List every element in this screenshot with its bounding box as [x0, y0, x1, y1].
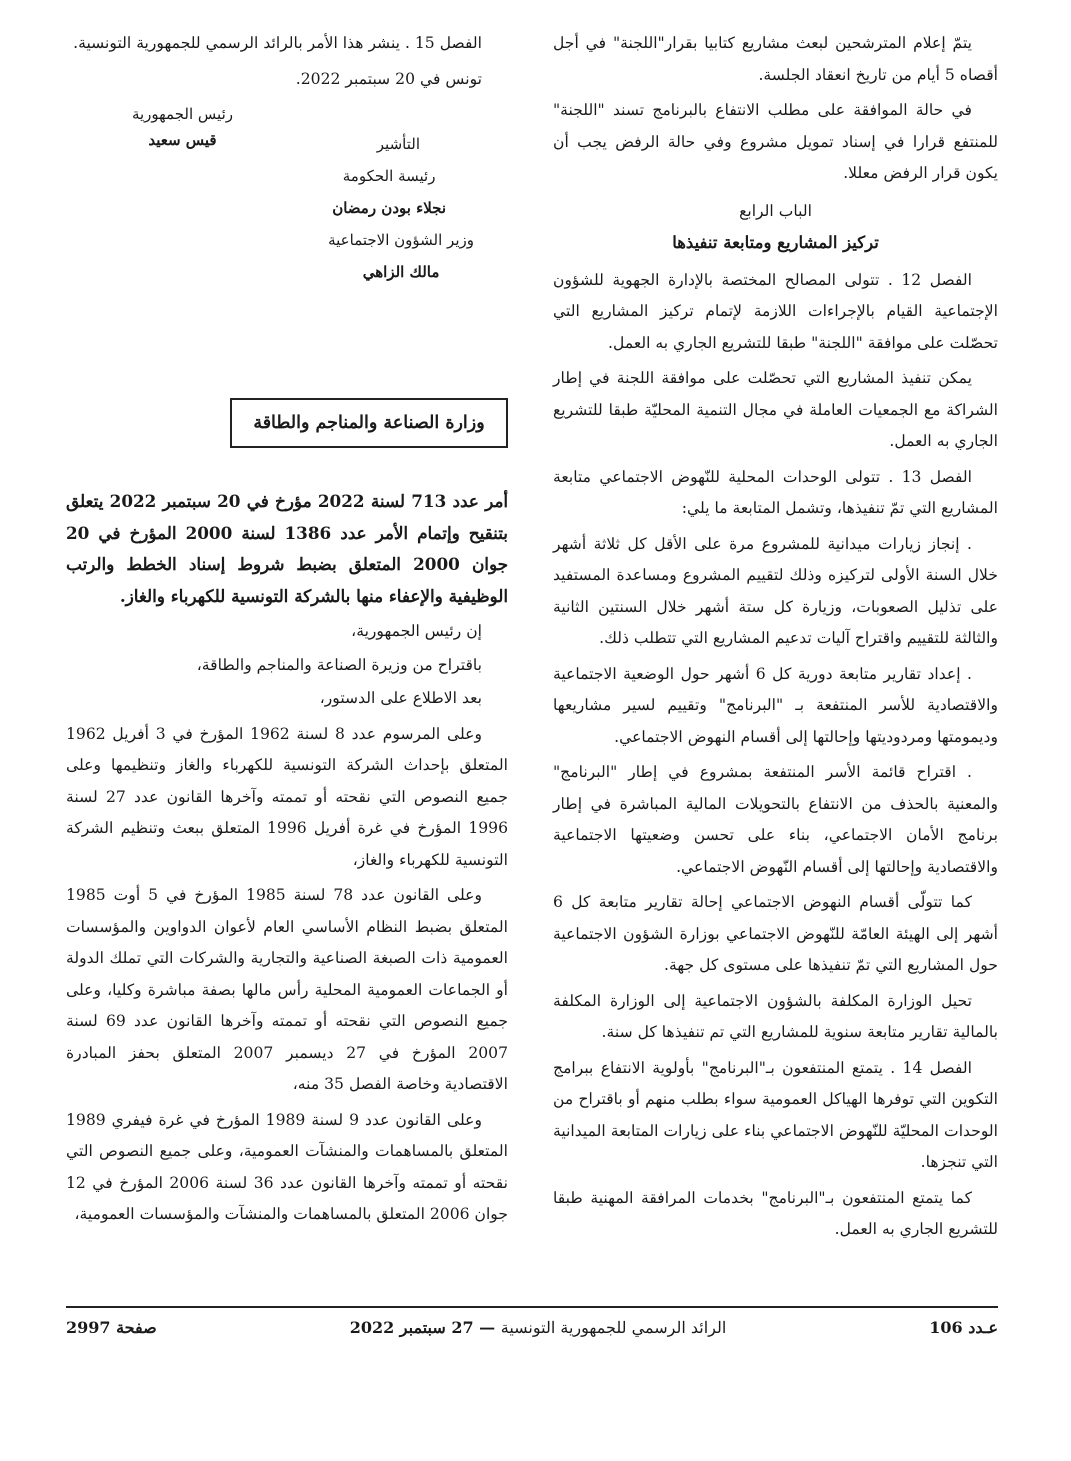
recital-law-1985: وعلى القانون عدد 78 لسنة 1985 المؤرخ في 5 أوت 1985 المتعلق بضبط النظام الأساسي العام لأعوان الدواوين والمؤسسات العمومية ذات الصبغة الصناعية والتجارية والشركات التي تملك الدولة أو الجماعات العمومية المحلية رأس مالها بصفة مباشرة وكليا، وعلى جميع النصوص التي نقحته أو تممته وآخرها القانون عدد 69 لسنة 2007 المؤرخ في 27 ديسمبر 2007 المتعلق بحفز المبادرة الاقتصادية وخاصة الفصل 35 منه،: [66, 886, 508, 1093]
issue-number: عـدد 106: [929, 1318, 998, 1337]
right-column: [553, 28, 998, 1250]
social-minister-title: وزير الشؤون الاجتماعية: [328, 231, 474, 249]
pm-signature: [332, 161, 446, 223]
chapter-title: تركيز المشاريع ومتابعة تنفيذها: [672, 233, 879, 252]
decree-title: أمر عدد 713 لسنة 2022 مؤرخ في 20 سبتمبر 2022 يتعلق بتنقيح وإتمام الأمر عدد 1386 لسنة 2000 المؤرخ في 20 جوان 2000 المتعلق بضبط شروط إسناد الخطط والرتب الوظيفية والإعفاء منها بالشركة التونسية للكهرباء والغاز.: [66, 491, 508, 606]
footer-gazette-title: [338, 1318, 738, 1337]
ministry-header: وزارة الصناعة والمناجم والطاقة: [253, 413, 485, 433]
bullet-removal-proposal: . اقتراح قائمة الأسر المنتفعة بمشروع في إطار "البرنامج" والمعنية بالحذف من الانتفاع بالتحويلات المالية المباشرة في إطار برنامج الأمان الاجتماعي، بناء على تحسن وضعيتها الاجتماعية والاقتصادية وإحالتها إلى أقسام النّهوض الاجتماعي.: [553, 763, 998, 876]
paragraph-reports-referral: كما تتولّى أقسام النهوض الاجتماعي إحالة تقارير متابعة كل 6 أشهر إلى الهيئة العامّة للنّهوض الاجتماعي بوزارة الشؤون الاجتماعية حول المشاريع التي تمّ تنفيذها على مستوى كل جهة.: [553, 893, 998, 974]
social-minister-signature: [328, 225, 474, 287]
preamble-constitution: بعد الاطلاع على الدستور،: [319, 689, 482, 707]
page-number: صفحة 2997: [66, 1318, 157, 1337]
pm-title: رئيسة الحكومة: [342, 167, 436, 185]
president-signature: [132, 99, 233, 155]
preamble-president: إن رئيس الجمهورية،: [351, 622, 482, 640]
bullet-periodic-reports: . إعداد تقارير متابعة دورية كل 6 أشهر حول الوضعية الاجتماعية والاقتصادية للأسر المنتفعة بـ "البرنامج" وتقييم لسير مشاريعها وديمومتها ومردوديتها وإحالتها إلى أقسام النهوض الاجتماعي.: [553, 664, 998, 746]
social-minister-name: مالك الزاهي: [362, 263, 440, 281]
paragraph-candidates-notice: يتمّ إعلام المترشحين لبعث مشاريع كتابيا بقرار"اللجنة" في أجل أقصاه 5 أيام من تاريخ انعقاد الجلسة.: [553, 34, 998, 84]
article-12-paragraph-2: يمكن تنفيذ المشاريع التي تحصّلت على موافقة اللجنة في إطار الشراكة مع الجمعيات العاملة في مجال التنمية المحليّة طبقا للتشريع الجاري به العمل.: [553, 369, 998, 450]
countersign-label: التأشير: [376, 135, 420, 153]
bullet-field-visits: . إنجاز زيارات ميدانية للمشروع مرة على الأقل كل ثلاثة أشهر خلال السنة الأولى لتركيزه وذلك لتقييم المشروع ومساعدة المستفيد على تذليل الصعوبات، وزيارة كل ستة أشهر خلال السنتين الثانية والثالثة للتقييم واقتراح آليات تدعيم المشاريع التي تتطلب ذلك.: [553, 534, 998, 647]
decree-section: [66, 486, 508, 1235]
recital-decree-1962: وعلى المرسوم عدد 8 لسنة 1962 المؤرخ في 3 أفريل 1962 المتعلق بإحداث الشركة التونسية للكهرباء والغاز وتنظيمها وعلى جميع النصوص التي نقحته أو تممته وآخرها القانون عدد 27 لسنة 1996 المؤرخ في غرة أفريل 1996 المتعلق ببعث وتنظيم الشركة التونسية للكهرباء والغاز،: [66, 724, 508, 869]
ministry-header-box: [230, 398, 508, 448]
chapter-heading: الباب الرابع: [739, 201, 812, 220]
paragraph-approval: في حالة الموافقة على مطلب الانتفاع بالبرنامج تسند "اللجنة" للمنتفع قرارا في إسناد تمويل مشروع وفي حالة الرفض يجب أن يكون قرار الرفض معللا.: [553, 101, 998, 182]
article-14: الفصل 14 . يتمتع المنتفعون بـ"البرنامج" بأولوية الانتفاع ببرامج التكوين التي توفرها الهياكل العمومية سواء بطلب منهم أو باقتراح من الوحدات المحليّة للنّهوض الاجتماعي بناء على زيارات المتابعة الميدانية التي تنجزها.: [553, 1058, 998, 1171]
pm-name: نجلاء بودن رمضان: [332, 199, 446, 217]
gazette-date: 27 سبتمبر 2022: [349, 1318, 474, 1337]
article-13: الفصل 13 . تتولى الوحدات المحلية للنّهوض الاجتماعي متابعة المشاريع التي تمّ تنفيذها، وتشمل المتابعة ما يلي:: [553, 467, 998, 517]
recital-law-1989: وعلى القانون عدد 9 لسنة 1989 المؤرخ في غرة فيفري 1989 المتعلق بالمساهمات والمنشآت العمومية، وعلى جميع النصوص التي نقحته أو تممته وآخرها القانون عدد 36 لسنة 2006 المؤرخ في 12 جوان 2006 المتعلق بالمساهمات والمنشآت والمؤسسات العمومية،: [66, 1110, 508, 1223]
gazette-name: الرائد الرسمي للجمهورية التونسية: [500, 1318, 727, 1337]
signature-block: [66, 99, 508, 339]
left-column: [66, 28, 508, 339]
preamble-proposal: باقتراح من وزيرة الصناعة والمناجم والطاقة،: [196, 655, 482, 674]
article-14-paragraph-2: كما يتمتع المنتفعون بـ"البرنامج" بخدمات المرافقة المهنية طبقا للتشريع الجاري به العمل.: [553, 1188, 998, 1238]
paragraph-annual-reports: تحيل الوزارة المكلفة بالشؤون الاجتماعية إلى الوزارة المكلفة بالمالية تقارير متابعة سنوية للمشاريع التي تم تنفيذها كل سنة.: [553, 991, 998, 1041]
article-12: الفصل 12 . تتولى المصالح المختصة بالإدارة الجهوية للشؤون الإجتماعية القيام بالإجراءات اللازمة لإتمام تركيز المشاريع التي تحصّلت على موافقة "اللجنة" طبقا للتشريع الجاري به العمل.: [553, 270, 998, 352]
footer-rule: [66, 1306, 998, 1308]
footer-separator: —: [479, 1318, 496, 1337]
president-title: رئيس الجمهورية: [131, 105, 233, 123]
date-line: تونس في 20 سبتمبر 2022.: [295, 69, 482, 88]
president-name: قيس سعيد: [148, 131, 217, 149]
article-15: الفصل 15 . ينشر هذا الأمر بالرائد الرسمي للجمهورية التونسية.: [73, 34, 482, 52]
